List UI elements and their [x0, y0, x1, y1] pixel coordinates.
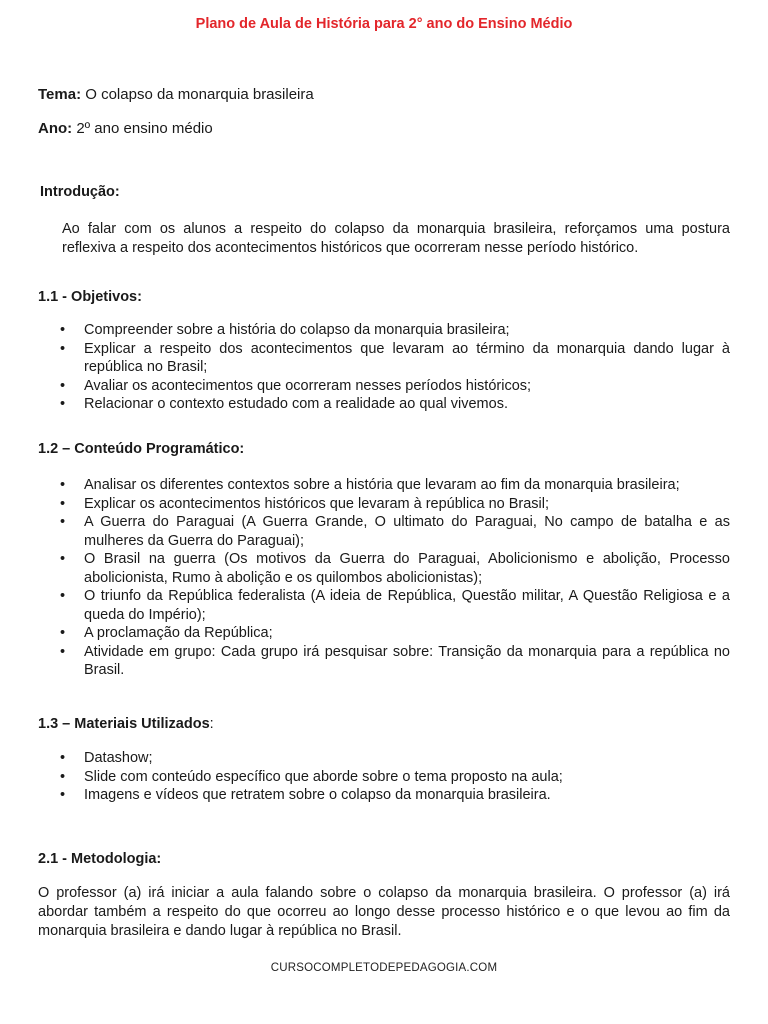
metodologia-heading: 2.1 - Metodologia: [38, 851, 162, 867]
metodologia-text: O professor (a) irá iniciar a aula falando sobre o colapso da monarquia brasileira. O professor (a) irá abordar também a respeito do que ocorreu ao longo desse processo histórico e o que levou ao fim da monarquia brasileira e dando lugar à república no Brasil. [38, 885, 730, 939]
materiais-heading-text: 1.3 – Materiais Utilizados [38, 716, 210, 732]
page-title: Plano de Aula de História para 2° ano do Ensino Médio [195, 16, 573, 32]
list-item: • O triunfo da República federalista (A ideia de República, Questão militar, A Questão Religiosa e a queda do Império); [38, 587, 730, 624]
list-item: • Imagens e vídeos que retratem sobre o colapso da monarquia brasileira. [38, 786, 730, 805]
tema-value: O colapso da monarquia brasileira [81, 86, 314, 103]
list-item: • A proclamação da República; [38, 624, 730, 643]
materiais-heading-colon: : [209, 716, 214, 732]
list-item: • Relacionar o contexto estudado com a realidade ao qual vivemos. [38, 395, 730, 414]
ano-field [38, 120, 213, 137]
ano-label: Ano: [38, 120, 73, 137]
list-item: • Compreender sobre a história do colapso da monarquia brasileira; [38, 321, 730, 340]
list-item: • Explicar os acontecimentos históricos que levaram à república no Brasil; [38, 495, 730, 514]
introducao-text: Ao falar com os alunos a respeito do colapso da monarquia brasileira, reforçamos uma postura reflexiva a respeito dos acontecimentos históricos que ocorreram nesse período histórico. [62, 221, 730, 256]
list-item: • Atividade em grupo: Cada grupo irá pesquisar sobre: Transição da monarquia para a república no Brasil. [38, 643, 730, 680]
list-item: • Avaliar os acontecimentos que ocorreram nesses períodos históricos; [38, 377, 730, 396]
list-item: • Slide com conteúdo específico que aborde sobre o tema proposto na aula; [38, 768, 730, 787]
list-item: • O Brasil na guerra (Os motivos da Guerra do Paraguai, Abolicionismo e abolição, Processo abolicionista, Rumo à abolição e os quilombos abolicionistas); [38, 550, 730, 587]
objetivos-list [38, 321, 730, 414]
list-item: • A Guerra do Paraguai (A Guerra Grande, O ultimato do Paraguai, No campo de batalha e as mulheres da Guerra do Paraguai); [38, 513, 730, 550]
introducao-heading: Introdução: [40, 184, 120, 200]
ano-value: 2º ano ensino médio [72, 120, 213, 137]
list-item: • Datashow; [38, 749, 730, 768]
conteudo-heading: 1.2 – Conteúdo Programático: [38, 441, 245, 457]
footer-site: CURSOCOMPLETODEPEDAGOGIA.COM [270, 962, 498, 974]
objetivos-heading: 1.1 - Objetivos: [38, 289, 142, 305]
materiais-heading [38, 716, 214, 732]
tema-field [38, 86, 314, 103]
list-item: • Analisar os diferentes contextos sobre a história que levaram ao fim da monarquia brasileira; [38, 476, 730, 495]
tema-label: Tema: [38, 86, 82, 103]
conteudo-list [38, 476, 730, 680]
materiais-list [38, 749, 730, 805]
list-item: • Explicar a respeito dos acontecimentos que levaram ao término da monarquia dando lugar à república no Brasil; [38, 340, 730, 377]
